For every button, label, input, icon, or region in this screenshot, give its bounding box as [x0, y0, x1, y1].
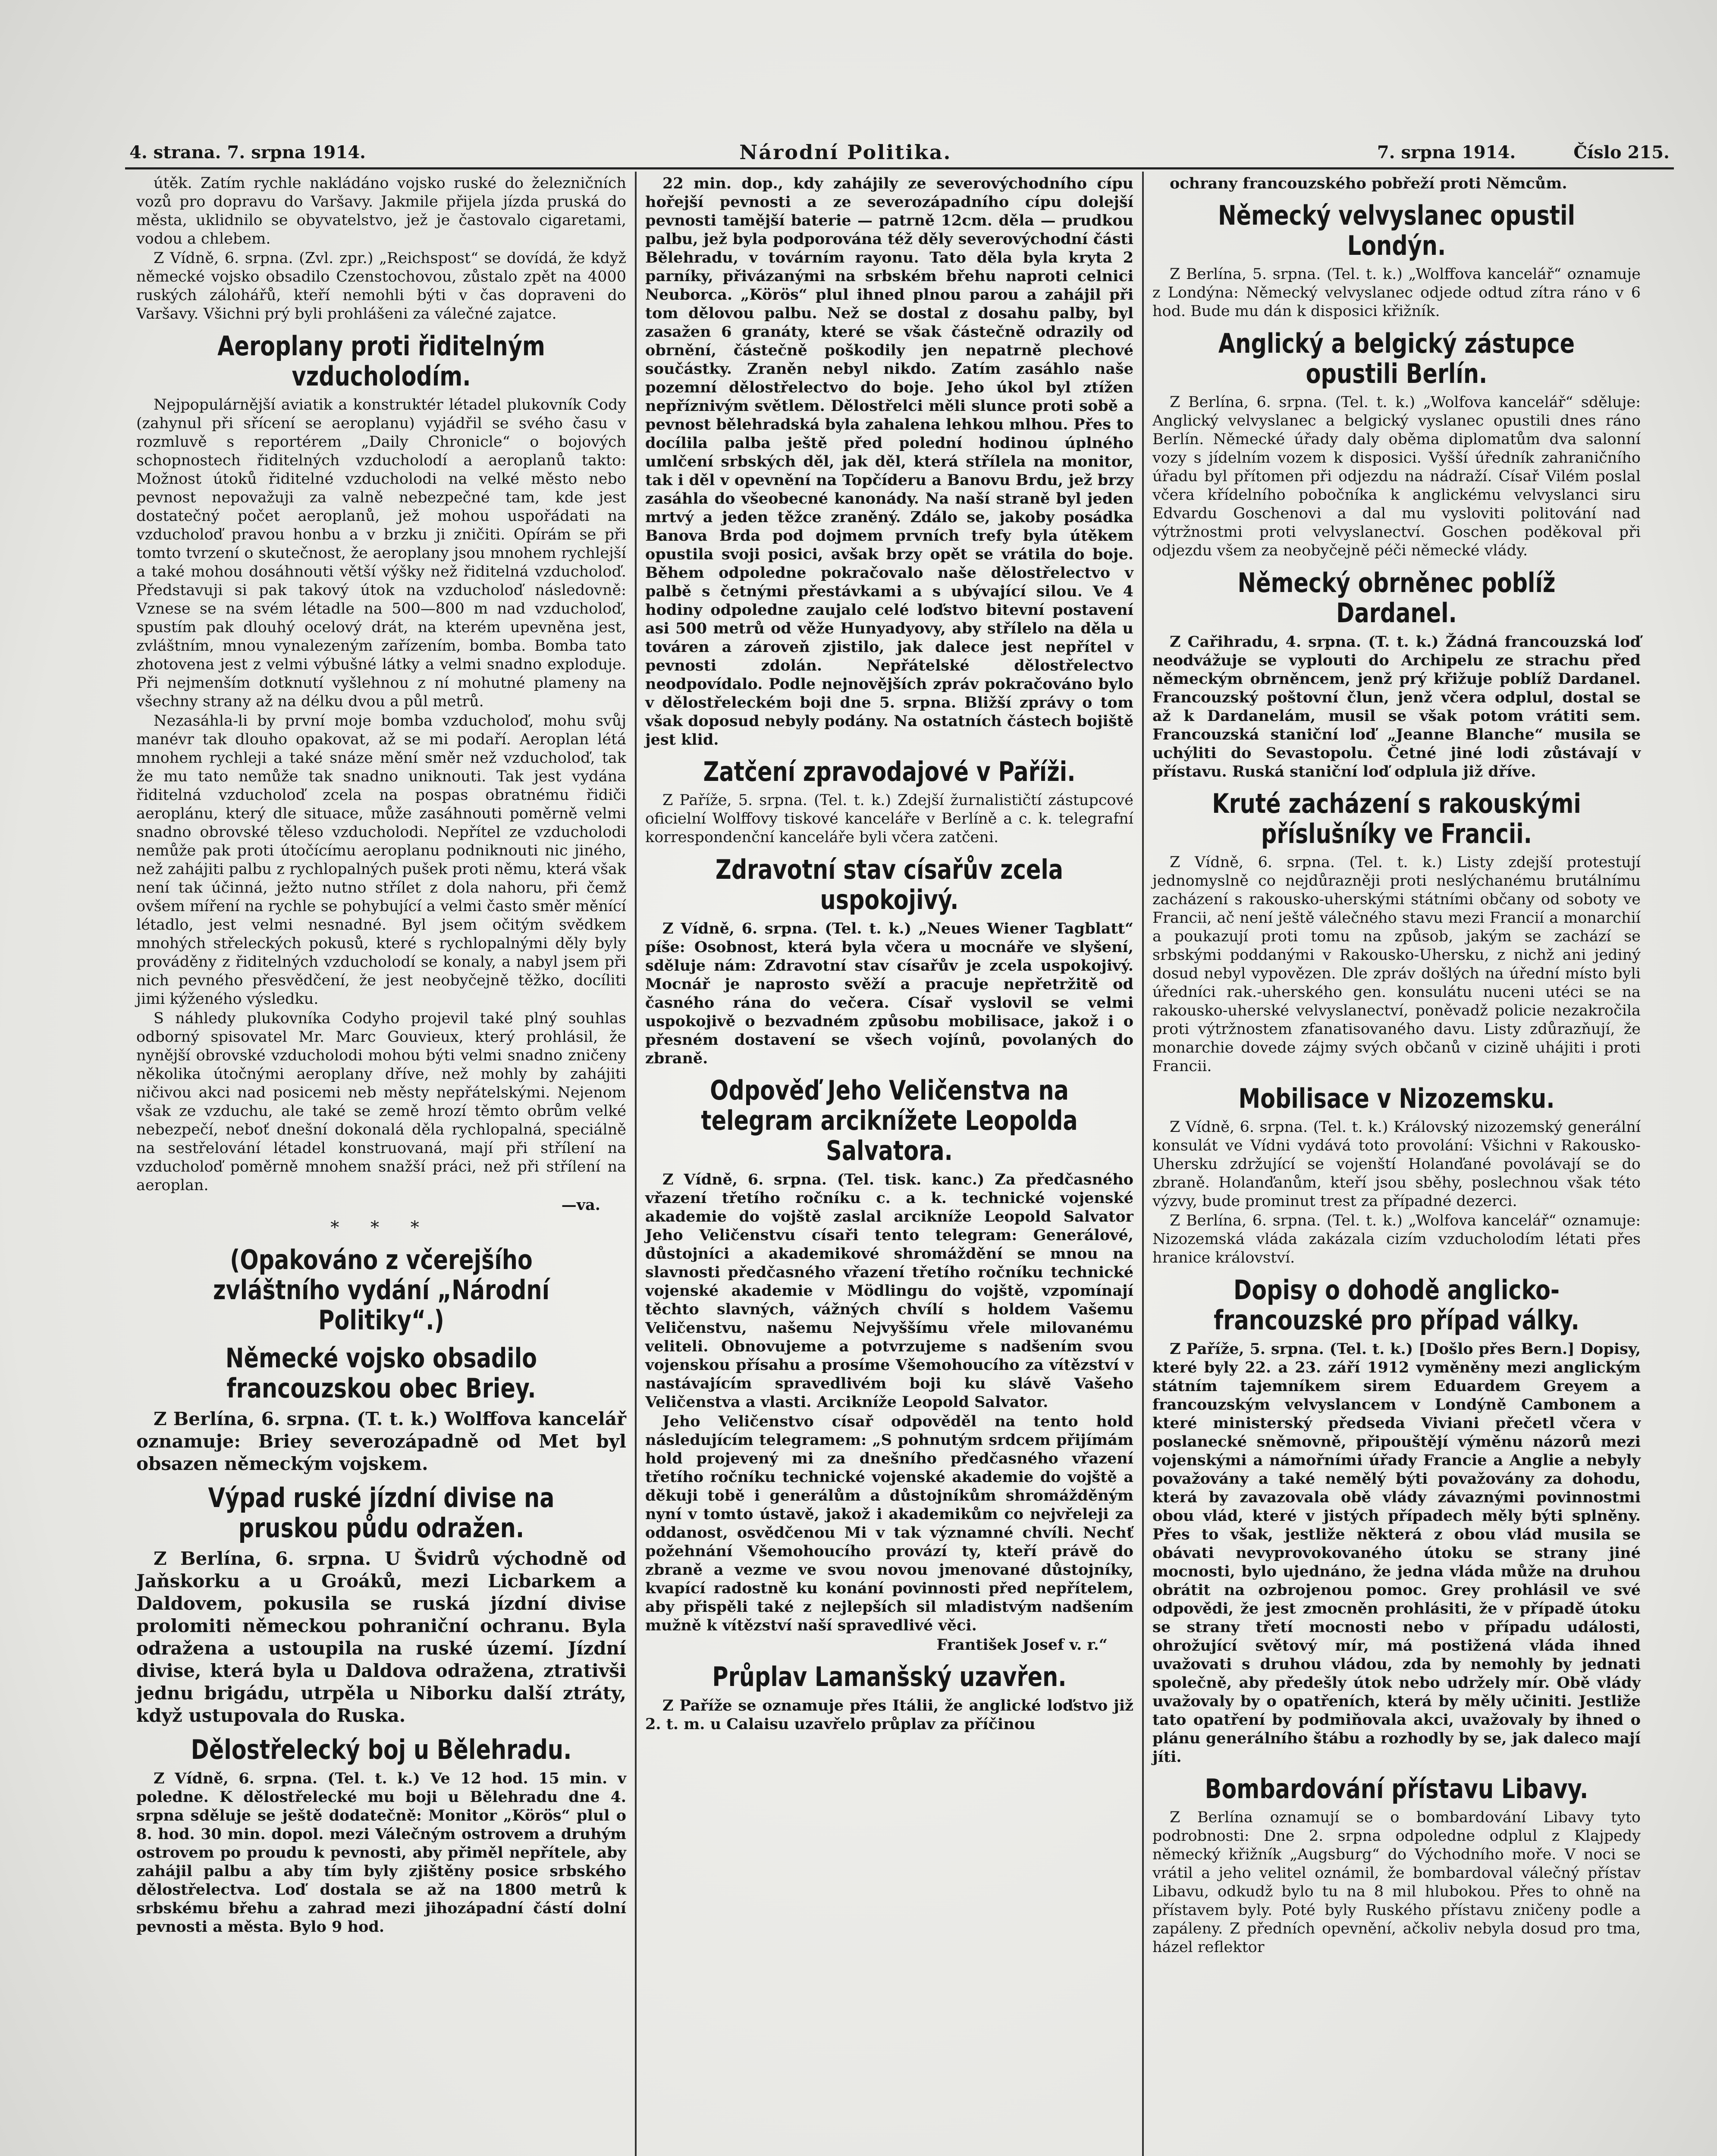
article-text: Z Paříže se oznamuje přes Itálii, že anglické loďstvo již 2. t. m. u Calaisu uzavřelo průplav za příčinou: [645, 1697, 1133, 1733]
article-text: Z Vídně, 6. srpna. (Tel. t. k.) „Neues Wiener Tagblatt“ píše: Osobnost, která byla včera u mocnáře ve slyšení, sděluje nám: Zdravotní stav císařův je zcela uspokojivý. Mocnář je naprosto svěží a pracuje nepřetržitě od časného rána do večera. Císař vyslovil se velmi uspokojivě o bezvadném způsobu mobilisace, jakož i o přesném dostavení se všech vojínů, povolaných do zbraně.: [645, 920, 1133, 1067]
article-heading: Kruté zacházení s rakouskými příslušníky ve Francii.: [1212, 788, 1581, 849]
header-issue-number: Číslo 215.: [1573, 142, 1670, 163]
header-issue: [1325, 142, 1670, 163]
column-3: [1142, 172, 1649, 2156]
article-text: 22 min. dop., kdy zahájily ze severovýchodního cípu hořejší pevnosti a ze severozápadního cípu dolejší pevnosti tamější baterie — patrně 12cm. děla — prudkou palbu, jež byla podporována též děly severovýchodní části Bělehradu, v továrním rayonu. Tato děla byla kryta 2 parníky, přivázanými na srbském břehu naproti celnici Neuborca. „Körös“ plul ihned plnou parou a zahájil při tom dělovou palbu. Než se dostal z dosahu palby, byl zasažen 6 granáty, které se však částečně odrazily od obrnění, částečně poškodily jen nepatrně plechové součástky. Zraněn nebyl nikdo. Zatím zasáhlo naše pozemní dělostřelectvo do boje. Jeho úkol byl ztížen nepříznivým světlem. Dělostřelci měli slunce proti sobě a pevnost bělehradská byla zahalena lehkou mlhou. Přes to docílila palba ještě před polední hodinou úplného umlčení srbských děl, jak děl, která střílela na monitor, tak i děl v opevnění na Topčíderu a Banovu Brdu, jež brzy zasáhla do všeobecné kanonády. Na naší straně byl jeden mrtvý a jeden těžce zraněný. Zdálo se, jakoby posádka Banova Brda pod dojmem prvních trefy byla útěkem opustila svoji posici, avšak brzy opět se vrátila do boje. Během odpoledne pokračovalo naše dělostřelectvo v palbě s četnými přestávkami a s ubývající silou. Ve 4 hodiny odpoledne zaujalo celé loďstvo bitevní postavení asi 500 metrů od věže Hunyadyovy, aby střílelo na děla u továren a zároveň zjistilo, jak dalece jest nepřítel v pevnosti zdolán. Nepřátelské dělostřelectvo neodpovídalo. Podle nejnovějších zpráv pokračováno bylo v dělostřeleckém boji dne 5. srpna. Bližší zprávy o tom však doposud nebyly podány. Na ostatních částech bojiště jest klid.: [645, 175, 1133, 749]
article-heading: Mobilisace v Nizozemsku.: [1238, 1083, 1555, 1114]
article-text: Nezasáhla-li by první moje bomba vzducholoď, mohu svůj manévr tak dlouho opakovat, až se mi podaří. Aeroplan létá mnohem rychleji a také snáze mění směr než vzducholoď, tak že mu tato nemůže tak snadno uniknouti. Tak jest vydána řiditelná vzducholoď zcela na pospas obratnému řidiči aeroplánu, který dle situace, může zasáhnouti poměrně velmi snadno obrovské těleso vzducholodi. Nepřítel ze vzducholodi nemůže pak proti útočícímu aeroplanu podniknouti nic jiného, než zahájiti palbu z rychlopalných pušek proti němu, která však není tak účinná, ježto nutno střílet z dola nahoru, při čemž ovšem míření na rychle se pohybující a velmi často směr měnící létadlo, jest velmi nesnadné. Byl jsem očitým svědkem mnohých střeleckých pokusů, které s rychlopalnými děly byly prováděny z řiditelných vzducholodí se konaly, a nabyl jsem při nich pevného přesvědčení, že jest neobyčejně těžko, docíliti jimi kýženého výsledku.: [136, 712, 626, 1008]
article-heading: Průplav Lamanšský uzavřen.: [712, 1661, 1067, 1692]
article-text: Z Paříže, 5. srpna. (Tel. t. k.) [Došlo přes Bern.] Dopisy, které byly 22. a 23. září 1912 vyměněny mezi anglickým státním tajemníkem sirem Eduardem Greyem a francouzským velvyslancem v Londýně Cambonem a které ministerský předseda Viviani přečetl včera v poslanecké sněmovně, připouštějí výměnu názorů mezi vojenskými a námořními úřady Francie a Anglie a nebyly považovány a také nemělý býti považovány za dohodu, která by zavazovala obě vlády závaznými povinnostmi obou vlád, které v jistých případech měly býti splněny. Přes to však, jestliže některá z obou vlád musila se obávati nevyprovokovaného útoku se strany jiné mocnosti, bylo ujednáno, že jedna vláda může na druhou obrátit na ozbrojenou pomoc. Grey prohlásil ve své odpovědi, že jest zmocněn prohlásiti, že v případě útoku se strany třetí mocnosti nebo v případu události, ohrožující světový mír, má postižená vláda ihned uvažovati s druhou vládou, zda by nemohly by jednati společně, aby předešly útok nebo udržely mír. Obě vlády uvažovaly by o opatřeních, která by měly učiniti. Jestliže tato opatření by podmiňovala akci, uvažovaly by ihned o plánu generálního štábu a rozhodly by se, jak daleco mají jíti.: [1152, 1340, 1641, 1766]
article-text: Z Berlína, 5. srpna. (Tel. t. k.) „Wolffova kancelář“ oznamuje z Londýna: Německý velvyslanec odjede odtud zítra ráno v 6 hod. Bude mu dán k disposici křižník.: [1152, 266, 1641, 320]
article-text: Z Vídně, 6. srpna. (Zvl. zpr.) „Reichspost“ se dovídá, že když německé vojsko obsadilo Czenstochovou, zůstalo zpět na 4000 ruských zálohářů, kteří nemohli býti v čas dopraveni do Varšavy. Všichni prý byli prohlášeni za válečné zajatce.: [136, 250, 626, 323]
article-heading: Výpad ruské jízdní divise na pruskou půdu odražen.: [208, 1482, 555, 1544]
columns: [128, 172, 1672, 2156]
article-text: Z Vídně, 6. srpna. (Tel. t. k.) Listy zdejší protestují jednomyslně co nejdůrazněji proti neslýchanému brutálnímu zacházení s rakousko-uherskými státními občany od soboty ve Francii, ač není ještě válečného stavu mezi Francií a monarchií a poukazují proti tomu na způsob, jakým se zachází se srbskými poddanými v Rakousko-Uhersku, z nichž ani jediný dosud nebyl vypovězen. Dle zpráv došlých na úřední místo byli úředníci rak.-uherského gen. konsulátu nuceni utéci se na rakousko-uherské velvyslanectví, poněvadž policie nezakročila proti výtržnostem zfanatisovaného davu. Listy zdůrazňují, že monarchie dovede zájmy svých občanů v cizině uhájiti i proti Francii.: [1152, 854, 1641, 1075]
column-2: [635, 172, 1142, 2156]
article-heading: Německý velvyslanec opustil Londýn.: [1218, 200, 1576, 261]
article-text: S náhledy plukovníka Codyho projevil také plný souhlas odborný spisovatel Mr. Marc Gouvieux, který prohlásil, že nynější obrovské vzducholodi mohou býti velmi snadno zničeny několika útočnými aeroplany dříve, než mohly by zahájiti ničivou akci nad posicemi neb městy nepřátelskými. Nejenom však ze vzduchu, ale také se země hrozí těmto obrům velké nebezpečí, neboť dnešní dokonalá děla rychlopalná, speciálně na sestřelování létadel konstruovaná, mají při střílení na vzducholoď poměrně mnohem snažší práci, než při střílení na aeroplan.: [136, 1010, 626, 1194]
masthead-title: Národní Politika.: [739, 141, 952, 164]
article-heading: Dopisy o dohodě anglicko-francouzské pro případ války.: [1214, 1274, 1579, 1336]
divider-stars: * * *: [330, 1218, 432, 1238]
article-text: Z Vídně, 6. srpna. (Tel. t. k.) Ve 12 hod. 15 min. v poledne. K dělostřelecké mu boji u Bělehradu dne 4. srpna sděluje se ještě dodatečně: Monitor „Körös“ plul o 8. hod. 30 min. dopol. mezi Válečným ostrovem a druhým ostrovem po proudu k pevnosti, aby přiměl nepřítele, aby zahájil palbu a aby tím byly zjištěny posice srbského dělostřelectva. Loď dostala se až na 1800 metrů k srbskému břehu a zahrad mezi jihozápadní částí dolní pevnosti a města. Bylo 9 hod.: [136, 1770, 626, 1936]
article-text: Z Berlína, 6. srpna. (T. t. k.) Wolffova kancelář oznamuje: Briey severozápadně od Met byl obsazen německým vojskem.: [136, 1408, 626, 1474]
article-heading: Anglický a belgický zástupce opustili Berlín.: [1218, 328, 1575, 389]
column-1: [128, 172, 635, 2156]
article-text: Z Berlína, 6. srpna. (Tel. t. k.) „Wolfova kancelář“ oznamuje: Nizozemská vláda zakázala cizím vzducholodím létati přes hranice království.: [1152, 1212, 1641, 1266]
header-rule: [125, 167, 1674, 169]
article-heading: Bombardování přístavu Libavy.: [1205, 1773, 1588, 1805]
article-heading: Aeroplany proti řiditelným vzducholodím.: [217, 330, 545, 392]
page-header: [129, 137, 1670, 167]
article-text: Z Berlína, 6. srpna. (Tel. t. k.) „Wolfova kancelář“ sděluje: Anglický velvyslanec a belgický vyslanec opustili dnes ráno Berlín. Německé úřady daly oběma diplomatům dva salonní vozy s jídelním vozem k disposici. Vyšší úředník zahraničního úřadu byl přítomen při odjezdu na nádraží. Císař Vilém poslal včera křídelního pobočníka k anglickému velvyslanci siru Edvardu Goschenovi a dal mu vysloviti politování nad výtržnostmi proti velvyslanectví. Goschen poděkoval při odjezdu všem za neobyčejně péči německé vlády.: [1152, 394, 1641, 559]
article-signature: —va.: [561, 1196, 600, 1214]
article-heading: Dělostřelecký boj u Bělehradu.: [191, 1734, 572, 1765]
note-heading: (Opakováno z včerejšího zvláštního vydání „Národní Politiky“.): [213, 1244, 550, 1336]
article-text: Z Berlína, 6. srpna. U Švidrů východně od Jaňskorku a u Groáků, mezi Licbarkem a Daldovem, pokusila se ruská jízdní divise prolomiti německou pohraniční ochranu. Byla odražena a ustoupila na ruské území. Jízdní divise, která byla u Daldova odražena, ztrativši jednu brigádu, utrpěla u Niborku další ztráty, když ustupovala do Ruska.: [136, 1548, 626, 1726]
article-text: Z Paříže, 5. srpna. (Tel. t. k.) Zdejší žurnalističtí zástupcové oficielní Wolffovy tiskové kanceláře v Berlíně a c. k. telegrafní korrespondenční kanceláře byli včera zatčeni.: [645, 792, 1133, 846]
article-heading: Odpověď Jeho Veličenstva na telegram arciknížete Leopolda Salvatora.: [701, 1075, 1078, 1166]
article-heading: Zatčení zpravodajové v Paříži.: [703, 756, 1076, 787]
article-heading: Zdravotní stav císařův zcela uspokojivý.: [715, 854, 1064, 915]
article-text: ochrany francouzského pobřeží proti Němcům.: [1170, 175, 1567, 192]
article-text: Z Cařihradu, 4. srpna. (T. t. k.) Žádná francouzská loď neodvážuje se vyplouti do Archipelu ze strachu před německým obrněncem, jenž prý křižuje poblíž Dardanel. Francouzský poštovní člun, jenž včera odplul, dostal se až k Dardanelám, musil se však potom vrátiti sem. Francouzská staniční loď „Jeanne Blanche“ musila se uchýliti do Sevastopolu. Četné jiné lodi zůstávají v přístavu. Ruská staniční loď odplula již dříve.: [1152, 633, 1641, 780]
header-page-date: 4. strana. 7. srpna 1914.: [129, 142, 366, 163]
article-text: Z Berlína oznamují se o bombardování Libavy tyto podrobnosti: Dne 2. srpna odpoledne odplul z Klajpedy německý křižník „Augsburg“ do Východního moře. V noci se vrátil a jeho velitel oznámil, že bombardoval válečný přístav Libavu, odkudž bylo tu na 8 mil hlubokou. Přes to ohně na přístavem byly. Poté byly Ruského přístavu zničeny podle a zapáleny. Z předních opevnění, ačkoliv nebyla dosud pro tma, házel reflektor: [1152, 1809, 1641, 1956]
article-text: Z Vídně, 6. srpna. (Tel. tisk. kanc.) Za předčasného vřazení třetího ročníku c. a k. technické vojenské akademie do vojště zaslal arcikníže Leopold Salvator Jeho Veličenstvu císaři tento telegram: Generálové, důstojníci a akademikové shromáždění se mnou na slavnosti předčasného vřazení třetího ročníku technické vojenské akademie v Mödlingu do vojště, vzpomínají těchto slavných, vážných chvílí s holdem Vašemu Veličenstvu, našemu Nejvyššímu vřele milovanému veliteli. Obnovujeme a potvrzujeme s nadšením svou vojenskou přísahu a prosíme Všemohoucího za vítězství v nastávajícím spravedlivém boji ku slávě Vašeho Veličenstva a vlasti. Arcikníže Leopold Salvator.: [645, 1171, 1133, 1411]
article-text: útěk. Zatím rychle nakládáno vojsko ruské do železničních vozů pro dopravu do Varšavy. Jakmile přijela jízda pruská do města, uklidnilo se obyvatelstvo, jež je častovalo cigaretami, vodou a chlebem.: [136, 175, 626, 248]
article-signature: František Josef v. r.“: [936, 1636, 1108, 1654]
article-text: Z Vídně, 6. srpna. (Tel. t. k.) Královský nizozemský generální konsulát ve Vídni vydává toto provolání: Všichni v Rakousko-Uhersku zdržující se vojenští Holanďané povolávají se do zbraně. Holanďanům, kteří jsou sběhy, poslechnou však této výzvy, bude prominut trest za případné dezerci.: [1152, 1119, 1641, 1210]
article-heading: Německý obrněnec poblíž Dardanel.: [1237, 567, 1556, 629]
header-date: 7. srpna 1914.: [1377, 142, 1516, 163]
article-heading: Německé vojsko obsadilo francouzskou obec Briey.: [225, 1342, 537, 1404]
article-text: Nejpopulárnější aviatik a konstruktér létadel plukovník Cody (zahynul při sřícení se aeroplanu) vyjádřil se svého času v rozmluvě s reportérem „Daily Chronicle“ o bojových schopnostech řiditelných vzducholodí a aeroplanů takto: Možnost útoků řiditelné vzducholodi na velké město nebo pevnost nepovažuji za valně nebezpečné tam, kde jest dostatečný počet aeroplanů, jež mohou uspořádati na vzducholoď pravou honbu a v brzku ji zničiti. Opírám se při tomto tvrzení o skutečnost, že aeroplany jsou mnohem rychlejší a také mohou dosáhnouti větší výšky než řiditelná vzducholoď. Představuji si pak takový útok na vzducholoď následovně: Vznese se na svém létadle na 500—800 m nad vzducholoď, spustím pak dlouhý ocelový drát, na kterém upevněna jest, zvláštním, mnou vynalezeným zařízením, bomba. Bomba tato zhotovena jest z velmi výbušné látky a velmi snadno exploduje. Při nejmenším dotknutí vyšlehnou z ní mohutné plameny na všechny strany až na délku dvou a půl metrů.: [136, 396, 626, 710]
article-text: Jeho Veličenstvo císař odpověděl na tento hold následujícím telegramem: „S pohnutým srdcem přijímám hold projevený mi za dnešního předčasného vřazení třetího ročníku technické vojenské akademie do vojště a děkuji tobě i generálům a důstojníkům shromážděným nyní v tomto ústavě, jakož i akademikům co nejvřeleji za oddanost, osvědčenou Mi v tak významné chvíli. Nechť požehnání Všemohoucího provází ty, kteří právě do zbraně a vezme ve svou novou jmenované důstojníky, kvapící radostně ku konání povinnosti před nepřítelem, aby přispěli také z nejlepších sil mladistvým nadšením mužně k vítězství naší spravedlivé věci.: [645, 1413, 1133, 1634]
